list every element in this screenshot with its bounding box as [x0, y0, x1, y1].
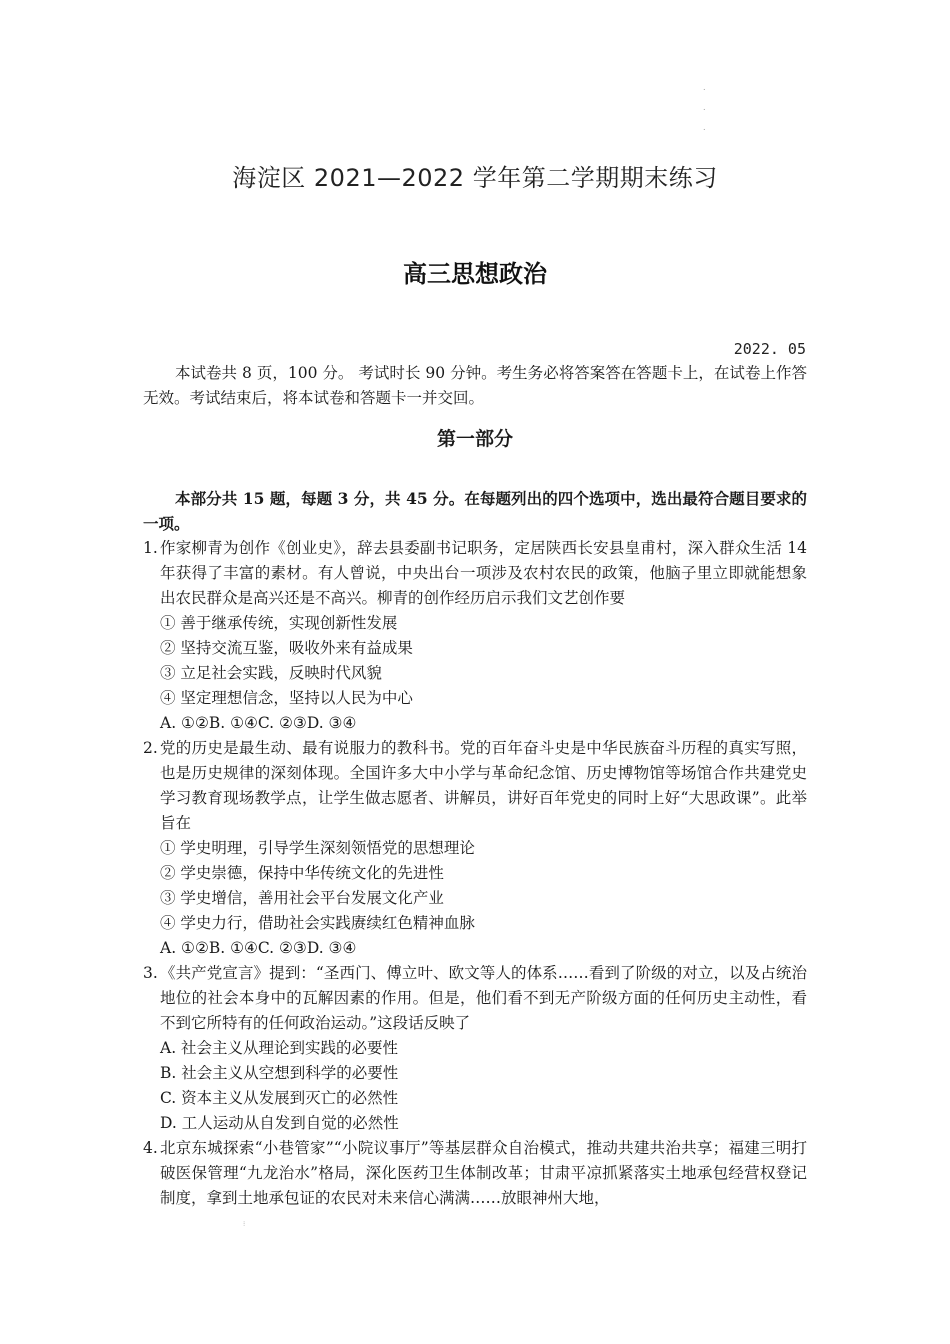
- question-option: ④ 学史力行，借助社会实践赓续红色精神血脉: [160, 914, 475, 932]
- question-number: 2.: [143, 739, 158, 757]
- question-option: ② 学史崇德，保持中华传统文化的先进性: [160, 864, 444, 882]
- answer-option-d: D. 工人运动从自发到自觉的必然性: [160, 1114, 399, 1132]
- question-list: [143, 536, 807, 1211]
- answer-option-c: C. 资本主义从发展到灭亡的必然性: [160, 1089, 399, 1107]
- part-title: 第一部分: [436, 428, 513, 450]
- answer-option-a: A. 社会主义从理论到实践的必要性: [160, 1039, 399, 1057]
- question-stem: 党的历史是最生动、最有说服力的教科书。党的百年奋斗史是中华民族奋斗历程的真实写照，也是历史规律的深刻体现。全国许多大中小学与革命纪念馆、历史博物馆等场馆合作共建党史学习教育现场教学点，让学生做志愿者、讲解员，讲好百年党史的同时上好“大思政课”。此举旨在: [160, 739, 807, 832]
- question-number: 3.: [143, 964, 158, 982]
- question-stem: 《共产党宣言》提到：“圣西门、傅立叶、欧文等人的体系……看到了阶级的对立，以及占统治地位的社会本身中的瓦解因素的作用。但是，他们看不到无产阶级方面的任何历史主动性，看不到它所特有的任何政治运动。”这段话反映了: [160, 964, 807, 1032]
- question-option: ① 学史明理，引导学生深刻领悟党的思想理论: [160, 839, 475, 857]
- exam-title: 海淀区 2021—2022 学年第二学期期末练习: [232, 164, 718, 192]
- question-option: ④ 坚定理想信念，坚持以人民为中心: [160, 689, 413, 707]
- question-number: 4.: [143, 1139, 158, 1157]
- exam-date: 2022. 05: [733, 340, 806, 358]
- answer-choices: A. ①②B. ①④C. ②③D. ③④: [160, 714, 357, 732]
- question-option: ③ 学史增信，善用社会平台发展文化产业: [160, 889, 444, 907]
- question-stem: 北京东城探索“小巷管家”“小院议事厅”等基层群众自治模式，推动共建共治共享；福建三明打破医保管理“九龙治水”格局，深化医药卫生体制改革；甘肃平凉抓紧落实土地承包经营权登记制度，拿到土地承包证的农民对未来信心满满……放眼神州大地，: [160, 1139, 807, 1207]
- subject-title: 高三思想政治: [403, 260, 547, 288]
- exam-instructions: 本试卷共 8 页，100 分。 考试时长 90 分钟。考生务必将答案答在答题卡上，在试卷上作答无效。考试结束后，将本试卷和答题卡一并交回。: [143, 364, 807, 407]
- question-option: ① 善于继承传统，实现创新性发展: [160, 614, 398, 632]
- question-4: [143, 1136, 807, 1211]
- decorative-dots: . . .: [703, 83, 706, 132]
- question-option: ③ 立足社会实践，反映时代风貌: [160, 664, 382, 682]
- question-1: [143, 536, 807, 736]
- page-mark: ⁝: [243, 1220, 246, 1228]
- answer-option-b: B. 社会主义从空想到科学的必要性: [160, 1064, 399, 1082]
- question-option: ② 坚持交流互鉴，吸收外来有益成果: [160, 639, 413, 657]
- part-instructions: 本部分共 15 题，每题 3 分，共 45 分。在每题列出的四个选项中，选出最符合题目要求的一项。: [143, 489, 807, 533]
- question-2: [143, 736, 807, 961]
- question-stem: 作家柳青为创作《创业史》，辞去县委副书记职务，定居陕西长安县皇甫村，深入群众生活 14 年获得了丰富的素材。有人曾说，中央出台一项涉及农村农民的政策，他脑子里立即就能想象出农民群众是高兴还是不高兴。柳青的创作经历启示我们文艺创作要: [160, 539, 807, 607]
- answer-choices: A. ①②B. ①④C. ②③D. ③④: [160, 939, 357, 957]
- question-3: [143, 961, 807, 1136]
- question-number: 1.: [143, 539, 158, 557]
